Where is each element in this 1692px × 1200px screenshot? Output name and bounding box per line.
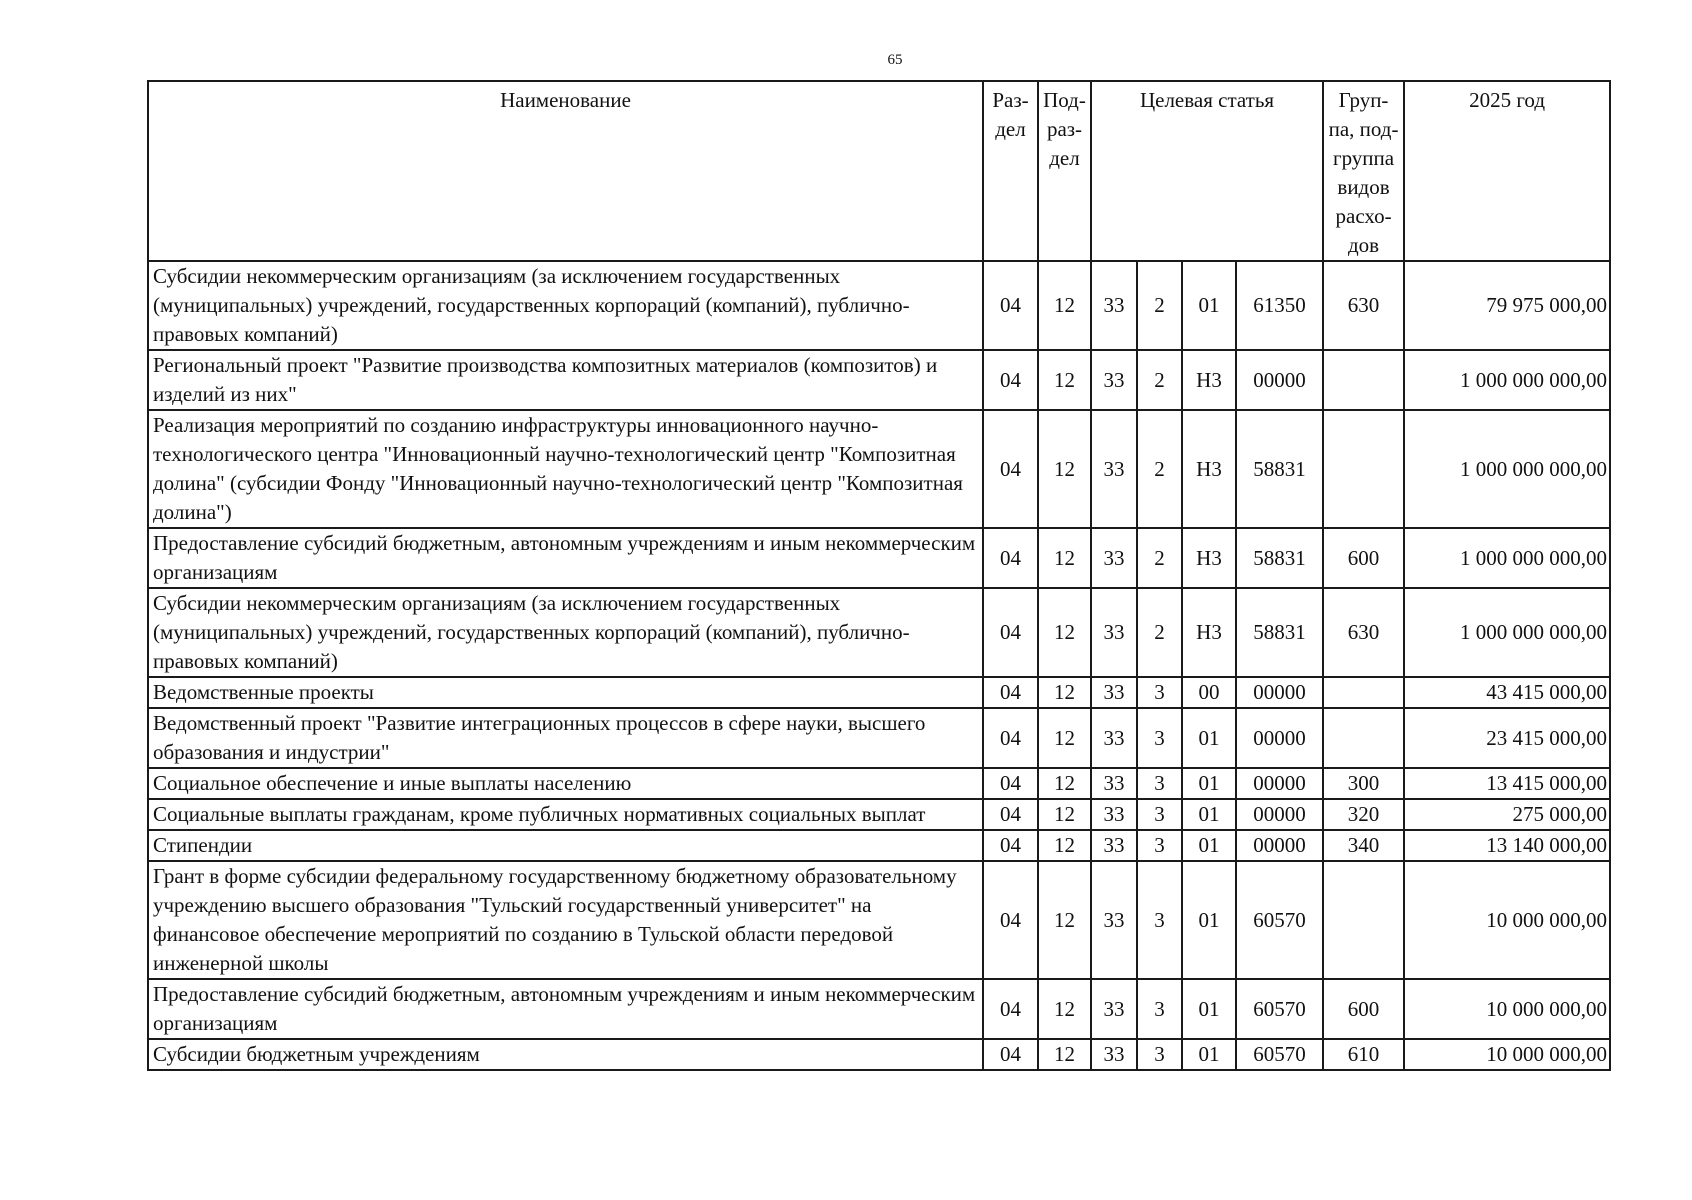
cell-name: Региональный проект "Развитие производства композитных материалов (композитов) и изделий из них" — [148, 350, 983, 410]
cell-razdel: 04 — [983, 768, 1038, 799]
cell-direction-code: 00000 — [1236, 799, 1323, 830]
cell-podrazdel: 12 — [1038, 768, 1091, 799]
header-tselevaya-statya: Целевая статья — [1091, 81, 1323, 261]
cell-expense-group: 320 — [1323, 799, 1404, 830]
cell-subprogram-type: 2 — [1137, 261, 1182, 350]
header-razdel: Раз- дел — [983, 81, 1038, 261]
cell-amount-2025: 1 000 000 000,00 — [1404, 410, 1610, 528]
cell-program: 33 — [1091, 410, 1137, 528]
cell-expense-group: 340 — [1323, 830, 1404, 861]
cell-razdel: 04 — [983, 261, 1038, 350]
table-row — [148, 261, 1610, 350]
cell-razdel: 04 — [983, 830, 1038, 861]
cell-subprogram-type: 3 — [1137, 1039, 1182, 1070]
table-row — [148, 677, 1610, 708]
page-number: 65 — [887, 52, 903, 68]
cell-amount-2025: 10 000 000,00 — [1404, 1039, 1610, 1070]
cell-subprogram-type: 3 — [1137, 799, 1182, 830]
cell-podrazdel: 12 — [1038, 979, 1091, 1039]
cell-project-code: 00 — [1182, 677, 1236, 708]
cell-direction-code: 60570 — [1236, 861, 1323, 979]
cell-project-code: Н3 — [1182, 410, 1236, 528]
cell-name: Ведомственный проект "Развитие интеграционных процессов в сфере науки, высшего образования и индустрии" — [148, 708, 983, 768]
cell-expense-group: 600 — [1323, 528, 1404, 588]
cell-amount-2025: 1 000 000 000,00 — [1404, 528, 1610, 588]
table-row — [148, 708, 1610, 768]
cell-razdel: 04 — [983, 588, 1038, 677]
cell-amount-2025: 13 415 000,00 — [1404, 768, 1610, 799]
cell-amount-2025: 79 975 000,00 — [1404, 261, 1610, 350]
cell-project-code: Н3 — [1182, 588, 1236, 677]
cell-name: Предоставление субсидий бюджетным, автономным учреждениям и иным некоммерческим организациям — [148, 979, 983, 1039]
cell-podrazdel: 12 — [1038, 350, 1091, 410]
cell-program: 33 — [1091, 677, 1137, 708]
cell-program: 33 — [1091, 830, 1137, 861]
cell-program: 33 — [1091, 708, 1137, 768]
cell-direction-code: 00000 — [1236, 708, 1323, 768]
table-row — [148, 350, 1610, 410]
table-row — [148, 830, 1610, 861]
cell-program: 33 — [1091, 350, 1137, 410]
cell-project-code: 01 — [1182, 861, 1236, 979]
cell-program: 33 — [1091, 1039, 1137, 1070]
cell-razdel: 04 — [983, 861, 1038, 979]
cell-direction-code: 00000 — [1236, 350, 1323, 410]
cell-amount-2025: 23 415 000,00 — [1404, 708, 1610, 768]
cell-subprogram-type: 3 — [1137, 861, 1182, 979]
cell-expense-group: 630 — [1323, 261, 1404, 350]
cell-subprogram-type: 3 — [1137, 979, 1182, 1039]
cell-razdel: 04 — [983, 350, 1038, 410]
cell-program: 33 — [1091, 799, 1137, 830]
cell-amount-2025: 1 000 000 000,00 — [1404, 350, 1610, 410]
cell-project-code: 01 — [1182, 261, 1236, 350]
cell-razdel: 04 — [983, 979, 1038, 1039]
cell-podrazdel: 12 — [1038, 261, 1091, 350]
cell-expense-group: 630 — [1323, 588, 1404, 677]
cell-name: Предоставление субсидий бюджетным, автономным учреждениям и иным некоммерческим организациям — [148, 528, 983, 588]
cell-direction-code: 00000 — [1236, 677, 1323, 708]
cell-amount-2025: 1 000 000 000,00 — [1404, 588, 1610, 677]
cell-amount-2025: 10 000 000,00 — [1404, 979, 1610, 1039]
cell-name: Социальное обеспечение и иные выплаты населению — [148, 768, 983, 799]
cell-expense-group: 610 — [1323, 1039, 1404, 1070]
table-row — [148, 861, 1610, 979]
cell-direction-code: 00000 — [1236, 830, 1323, 861]
table-row — [148, 768, 1610, 799]
cell-direction-code: 60570 — [1236, 979, 1323, 1039]
cell-razdel: 04 — [983, 1039, 1038, 1070]
cell-project-code: 01 — [1182, 1039, 1236, 1070]
cell-direction-code: 58831 — [1236, 588, 1323, 677]
table-row — [148, 528, 1610, 588]
cell-direction-code: 58831 — [1236, 410, 1323, 528]
cell-expense-group — [1323, 861, 1404, 979]
cell-expense-group — [1323, 350, 1404, 410]
cell-name: Субсидии некоммерческим организациям (за исключением государственных (муниципальных) учреждений, государственных корпораций (компаний), публично-правовых компаний) — [148, 588, 983, 677]
table-row — [148, 979, 1610, 1039]
cell-subprogram-type: 2 — [1137, 410, 1182, 528]
cell-razdel: 04 — [983, 708, 1038, 768]
cell-name: Социальные выплаты гражданам, кроме публичных нормативных социальных выплат — [148, 799, 983, 830]
header-gruppa-vidov: Груп- па, под- группа видов расхо- дов — [1323, 81, 1404, 261]
cell-name: Реализация мероприятий по созданию инфраструктуры инновационного научно-технологического центра "Инновационный научно-технологический центр "Композитная долина" (субсидии Фонду "Инновационный научно-технологический центр "Композитная долина") — [148, 410, 983, 528]
cell-subprogram-type: 2 — [1137, 350, 1182, 410]
cell-podrazdel: 12 — [1038, 1039, 1091, 1070]
cell-subprogram-type: 2 — [1137, 588, 1182, 677]
cell-razdel: 04 — [983, 799, 1038, 830]
cell-razdel: 04 — [983, 528, 1038, 588]
table-row — [148, 410, 1610, 528]
table-body — [148, 261, 1610, 1070]
cell-project-code: 01 — [1182, 830, 1236, 861]
cell-project-code: 01 — [1182, 768, 1236, 799]
cell-amount-2025: 13 140 000,00 — [1404, 830, 1610, 861]
cell-subprogram-type: 3 — [1137, 768, 1182, 799]
cell-podrazdel: 12 — [1038, 588, 1091, 677]
cell-program: 33 — [1091, 768, 1137, 799]
cell-project-code: Н3 — [1182, 350, 1236, 410]
cell-project-code: 01 — [1182, 979, 1236, 1039]
cell-expense-group — [1323, 708, 1404, 768]
table-header — [148, 81, 1610, 261]
cell-amount-2025: 275 000,00 — [1404, 799, 1610, 830]
cell-podrazdel: 12 — [1038, 708, 1091, 768]
cell-program: 33 — [1091, 861, 1137, 979]
cell-expense-group: 300 — [1323, 768, 1404, 799]
cell-podrazdel: 12 — [1038, 677, 1091, 708]
cell-podrazdel: 12 — [1038, 830, 1091, 861]
cell-podrazdel: 12 — [1038, 861, 1091, 979]
cell-program: 33 — [1091, 588, 1137, 677]
cell-podrazdel: 12 — [1038, 528, 1091, 588]
cell-amount-2025: 43 415 000,00 — [1404, 677, 1610, 708]
header-name: Наименование — [148, 81, 983, 261]
cell-expense-group — [1323, 677, 1404, 708]
cell-razdel: 04 — [983, 410, 1038, 528]
cell-program: 33 — [1091, 261, 1137, 350]
header-year: 2025 год — [1404, 81, 1610, 261]
cell-project-code: 01 — [1182, 708, 1236, 768]
cell-program: 33 — [1091, 528, 1137, 588]
budget-table — [147, 80, 1611, 1071]
cell-expense-group — [1323, 410, 1404, 528]
cell-direction-code: 61350 — [1236, 261, 1323, 350]
cell-name: Субсидии некоммерческим организациям (за исключением государственных (муниципальных) учреждений, государственных корпораций (компаний), публично-правовых компаний) — [148, 261, 983, 350]
cell-podrazdel: 12 — [1038, 410, 1091, 528]
cell-project-code: Н3 — [1182, 528, 1236, 588]
cell-subprogram-type: 3 — [1137, 830, 1182, 861]
cell-direction-code: 60570 — [1236, 1039, 1323, 1070]
header-podrazdel: Под- раз- дел — [1038, 81, 1091, 261]
cell-direction-code: 00000 — [1236, 768, 1323, 799]
cell-expense-group: 600 — [1323, 979, 1404, 1039]
cell-subprogram-type: 2 — [1137, 528, 1182, 588]
cell-name: Субсидии бюджетным учреждениям — [148, 1039, 983, 1070]
cell-subprogram-type: 3 — [1137, 677, 1182, 708]
cell-project-code: 01 — [1182, 799, 1236, 830]
cell-podrazdel: 12 — [1038, 799, 1091, 830]
cell-name: Стипендии — [148, 830, 983, 861]
table-row — [148, 588, 1610, 677]
cell-name: Ведомственные проекты — [148, 677, 983, 708]
cell-program: 33 — [1091, 979, 1137, 1039]
table-row — [148, 799, 1610, 830]
cell-direction-code: 58831 — [1236, 528, 1323, 588]
table-row — [148, 1039, 1610, 1070]
cell-razdel: 04 — [983, 677, 1038, 708]
cell-amount-2025: 10 000 000,00 — [1404, 861, 1610, 979]
cell-subprogram-type: 3 — [1137, 708, 1182, 768]
cell-name: Грант в форме субсидии федеральному государственному бюджетному образовательному учреждению высшего образования "Тульский государственный университет" на финансовое обеспечение мероприятий по созданию в Тульской области передовой инженерной школы — [148, 861, 983, 979]
